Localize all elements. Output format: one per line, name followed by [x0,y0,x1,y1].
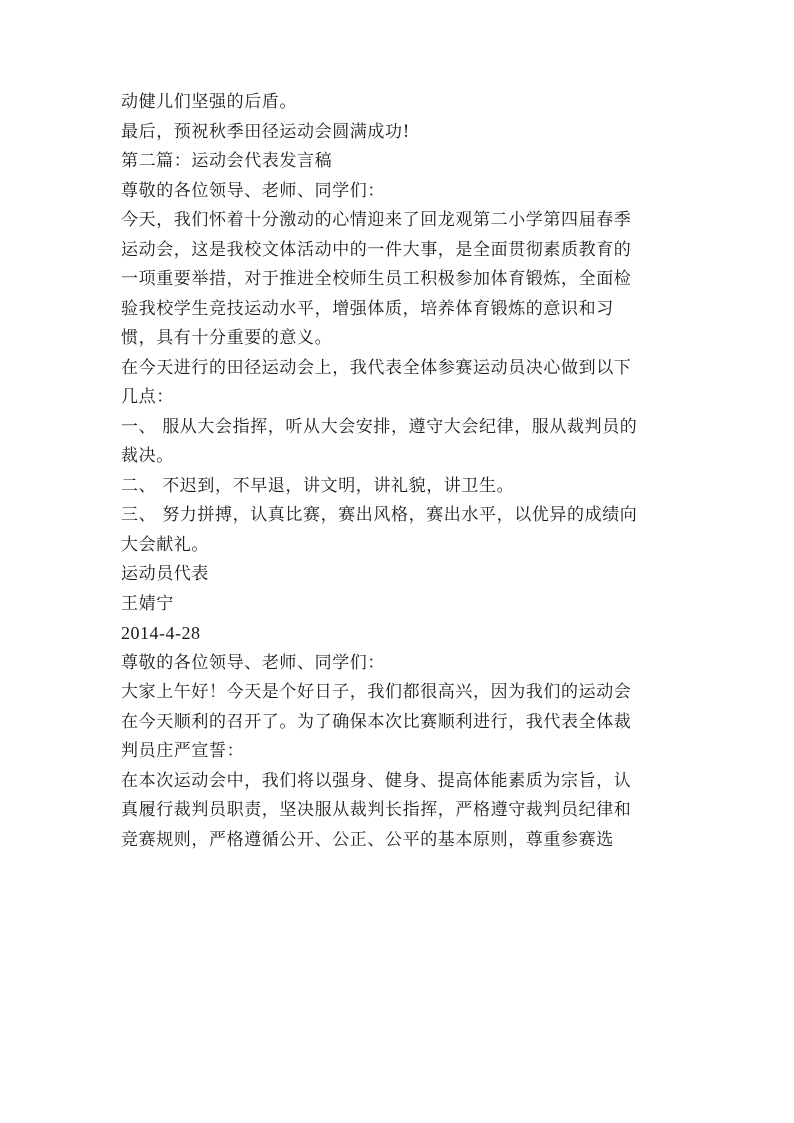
text-line: 几点： [121,387,174,407]
list-item: 三、 努力拼搏，认真比赛，赛出风格，赛出水平，以优异的成绩向 [121,505,638,525]
list-item: 一、 服从大会指挥，听从大会安排，遵守大会纪律，服从裁判员的 [121,416,638,437]
salutation: 尊敬的各位领导、老师、同学们： [121,652,385,673]
text-line: 验我校学生竞技运动水平，增强体质，培养体育锻炼的意识和习 [121,298,614,319]
text-line: 最后，预祝秋季田径运动会圆满成功! [121,121,411,142]
text-line: 在今天顺利的召开了。为了确保本次比赛顺利进行，我代表全体裁 [121,711,632,732]
text-line: 在本次运动会中，我们将以强身、健身、提高体能素质为宗旨，认 [121,770,632,791]
text-line: 判员庄严宣誓： [121,741,245,761]
salutation: 尊敬的各位领导、老师、同学们： [121,180,385,201]
text-line: 一项重要举措，对于推进全校师生员工积极参加体育锻炼，全面检 [121,269,632,289]
text-line: 大会献礼。 [121,534,209,555]
signature-name: 王婧宁 [121,593,174,614]
section-heading: 第二篇：运动会代表发言稿 [121,151,333,171]
text-line: 大家上午好！今天是个好日子，我们都很高兴，因为我们的运动会 [121,682,632,702]
text-line: 今天，我们怀着十分激动的心情迎来了回龙观第二小学第四届春季 [121,210,632,230]
text-line: 运动会，这是我校文体活动中的一件大事，是全面贯彻素质教育的 [121,239,632,260]
text-line: 真履行裁判员职责，坚决服从裁判长指挥，严格遵守裁判员纪律和 [121,800,632,820]
text-line: 在今天进行的田径运动会上，我代表全体参赛运动员决心做到以下 [121,357,632,378]
text-line: 动健儿们坚强的后盾。 [121,92,297,112]
text-line: 惯，具有十分重要的意义。 [121,328,333,348]
text-line: 裁决。 [121,446,174,466]
document-page [121,88,677,855]
text-line: 竞赛规则，严格遵循公开、公正、公平的基本原则，尊重参赛选 [121,829,614,850]
signature-title: 运动员代表 [121,564,209,584]
list-item: 二、 不迟到，不早退，讲文明，讲礼貌，讲卫生。 [121,475,515,496]
signature-date: 2014-4-28 [121,623,201,643]
